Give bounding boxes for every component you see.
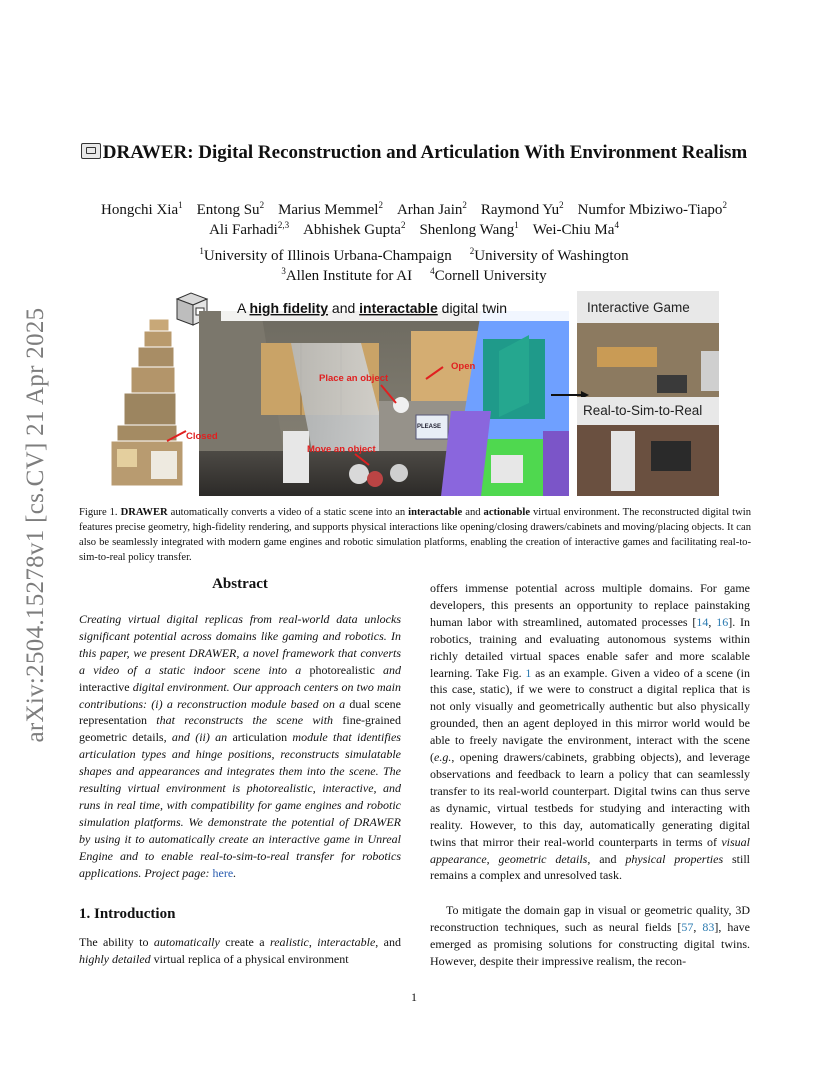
figure-ref-link[interactable]: 1: [525, 665, 532, 680]
label-open: Open: [451, 361, 476, 372]
label-move-object: Move an object: [307, 444, 376, 455]
real-to-sim-panel: [577, 397, 719, 496]
project-page-link[interactable]: here: [212, 865, 234, 880]
sign-text: PLEASE: [417, 424, 442, 430]
figure-banner: A high fidelity and interactable digital twin: [237, 300, 508, 316]
author-name: Numfor Mbiziwo-Tiapo$^2$: [577, 200, 727, 218]
author-name: Marius Memmel$^2$: [278, 200, 383, 218]
right-column-paragraph-1: offers immense potential across multiple domains. For game developers, this presents an opportunity to replace painstaking human labor with streamlined, automated processes [14, 16]. In robotics, training and evaluating autonomous systems within richly detailed virtual spaces enable safer and more scalable learning. Take Fig. 1 as an example. Given a video of a scene (in this case, static), if we were to construct a digital replica that is not only visually and geometrically authentic but also physically grounded, then an agent deployed in this mirror world would be able to freely navigate the environment, interact with the scene (e.g., opening drawers/cabinets, grabbing objects), and leverage observations and feedback to learn a policy that can seamlessly transfer to its real-world counterpart. Digital twins can thus serve as dynamic, virtual testbeds for studying and interacting with reality. However, to this day, automatically generating digital twins that mirror their real-world counterparts in terms of visual appearance, geometric details, and physical properties still remains a complex and unresolved task.: [430, 581, 751, 883]
abstract-heading: Abstract: [212, 576, 268, 592]
drawer-logo-icon: [81, 143, 101, 159]
author-name: Ali Farhadi$^{2,3}$: [209, 220, 290, 238]
author-name: Entong Su$^2$: [196, 200, 265, 218]
author-name: Hongchi Xia$^1$: [101, 200, 183, 218]
label-closed: Closed: [186, 431, 218, 442]
citation-link[interactable]: 14: [696, 614, 709, 629]
page-number: 1: [411, 990, 417, 1004]
affiliation: $^2$University of Washington: [469, 246, 629, 264]
author-name: Arhan Jain$^2$: [396, 200, 467, 218]
figure-caption: Figure 1. DRAWER automatically converts a video of a static scene into an interactable and actionable virtual environment. The reconstructed digital twin features precise geometry, high-fidelity rendering, and supports physical interactions like opening/closing drawers/cabinets and moving/placing objects. It can also be seamlessly integrated with modern game engines and robotic simulation platforms, enabling the creation of interactive games and facilitating real-to-sim-to-real policy transfer.: [79, 507, 751, 563]
teaser-figure-graphic: [111, 291, 719, 496]
author-name: Abhishek Gupta$^2$: [303, 220, 406, 238]
citation-link[interactable]: 83: [702, 919, 715, 934]
interactive-game-panel: [577, 291, 719, 411]
citation-link[interactable]: 16: [716, 614, 729, 629]
affiliation: $^4$Cornell University: [430, 266, 547, 284]
reconstruction-panel: [199, 311, 569, 496]
label-real-to-sim-to-real: Real-to-Sim-to-Real: [583, 403, 703, 418]
affiliation: $^3$Allen Institute for AI: [281, 266, 413, 284]
teaser-figure: [111, 291, 719, 496]
label-place-object: Place an object: [319, 373, 389, 384]
paper-title: DRAWER: Digital Reconstruction and Articulation With Environment Realism: [0, 142, 828, 164]
author-name: Shenlong Wang$^1$: [419, 220, 519, 238]
abstract-body: Creating virtual digital replicas from real-world data unlocks significant potential across domains like gaming and robotics. In this paper, we present DRAWER, a novel framework that converts a video of a static indoor scene into a photorealistic and interactive digital environment. Our approach centers on two main contributions: (i) a reconstruction module based on a dual scene representation that reconstructs the scene with fine-grained geometric details, and (ii) an articulation module that identifies articulation types and hinge positions, reconstructs simulatable shapes and appearances and integrates them into the scene. The resulting virtual environment is photorealistic, interactive, and runs in real time, with compatibility for game engines and robotic simulation platforms. We demonstrate the potential of DRAWER by using it to automatically create an interactive game in Unreal Engine and to enable real-to-sim-to-real transfer for robotics applications. Project page: here.: [79, 612, 401, 880]
introduction-heading: 1. Introduction: [79, 906, 176, 922]
arxiv-identifier: arXiv:2504.15278v1 [cs.CV] 21 Apr 2025: [22, 307, 49, 743]
introduction-body: The ability to automatically create a realistic, interactable, and highly detailed virtual replica of a physical environment: [79, 935, 402, 966]
citation-link[interactable]: 57: [681, 919, 694, 934]
label-interactive-game: Interactive Game: [587, 300, 690, 315]
affiliation: $^1$University of Illinois Urbana-Champaign: [199, 246, 452, 264]
right-column-paragraph-2: To mitigate the domain gap in visual or geometric quality, 3D reconstruction techniques, such as neural fields [57, 83], have emerged as promising solutions for constructing digital twins. However, despite their impressive realism, the recon-: [430, 903, 750, 968]
author-name: Raymond Yu$^2$: [480, 200, 564, 218]
affiliation-line-2: [0, 261, 828, 286]
input-video-frames: [111, 319, 183, 486]
author-line-2: [0, 215, 828, 240]
author-name: Wei-Chiu Ma$^4$: [532, 220, 619, 238]
